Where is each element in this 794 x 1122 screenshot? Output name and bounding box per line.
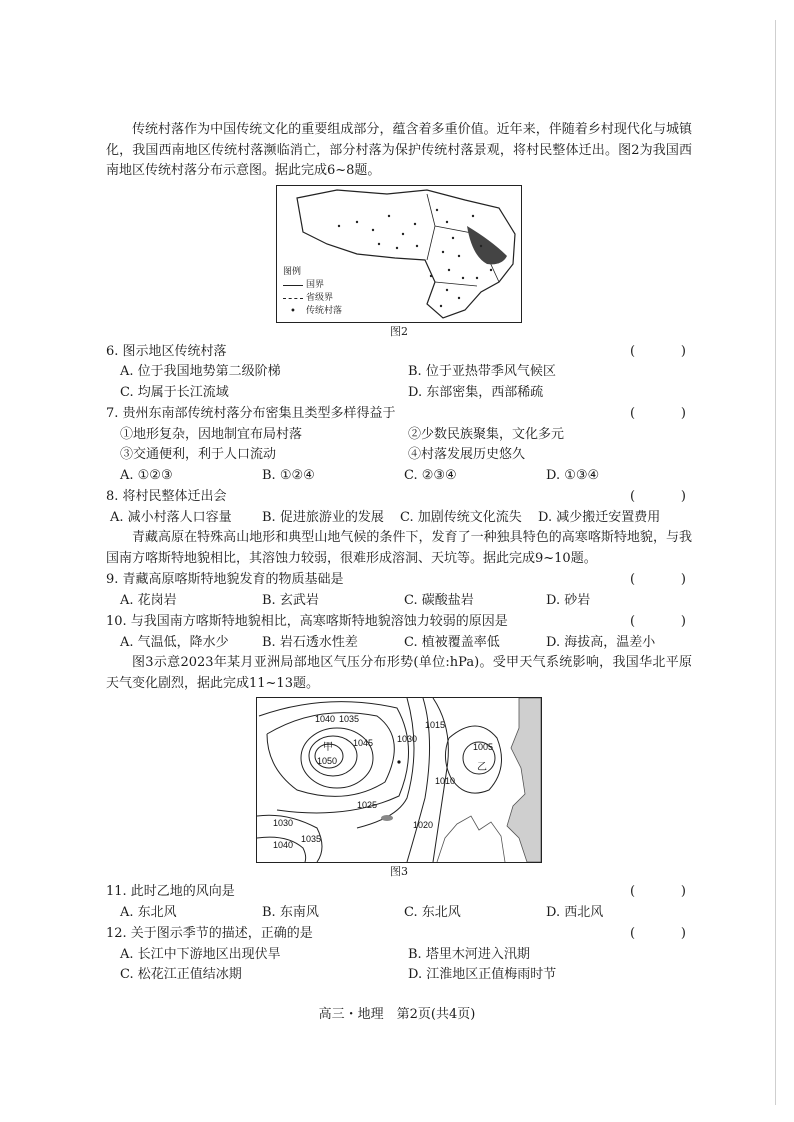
label-1030-south: 1030 — [273, 818, 294, 828]
label-1035-south: 1035 — [301, 834, 322, 844]
option-c: C. 植被覆盖率低 — [404, 634, 500, 650]
option-a: A. 减小村落人口容量 — [110, 509, 232, 525]
question-stem: 9. 青藏高原喀斯特地貌发育的物质基础是 — [106, 572, 344, 587]
answer-parens: ( ) — [630, 572, 686, 587]
legend-item-provincial-border — [283, 292, 342, 305]
question-7-items — [106, 425, 692, 466]
question-6-options — [106, 362, 692, 403]
option-a: A. 东北风 — [120, 904, 177, 920]
option-a: A. 花岗岩 — [120, 592, 177, 608]
exam-page — [106, 120, 692, 986]
dot-icon: • — [290, 305, 296, 317]
question-9-options — [106, 591, 692, 612]
legend-label: 省级界 — [306, 292, 334, 303]
intro-paragraph-2: 青藏高原在特殊高山地形和典型山地气候的条件下，发育了一种独具特色的高寒喀斯特地貌，与我国南方喀斯特地貌相比，其溶蚀力较弱，很难形成溶洞、天坑等。据此完成9~10题。 — [106, 530, 692, 566]
option-a: A. 长江中下游地区出现伏旱 — [120, 946, 281, 962]
label-1020: 1020 — [413, 820, 434, 830]
option-d: D. 江淮地区正值梅雨时节 — [408, 967, 557, 982]
question-stem: 7. 贵州东南部传统村落分布密集且类型多样得益于 — [106, 406, 396, 421]
page-footer: 高三・地理 第2页(共4页) — [318, 1007, 476, 1022]
legend-item-village — [283, 305, 342, 318]
question-stem: 11. 此时乙地的风向是 — [106, 884, 235, 899]
option-a: A. ①②③ — [120, 467, 173, 483]
province-border — [427, 194, 499, 286]
label-jia: 甲 — [323, 742, 333, 753]
option-d: D. 减少搬迁安置费用 — [538, 509, 661, 525]
map-legend — [283, 266, 342, 318]
item-4: ④村落发展历史悠久 — [408, 447, 526, 462]
option-c: C. 加剧传统文化流失 — [400, 509, 522, 525]
item-1: ①地形复杂，因地制宜布局村落 — [120, 426, 303, 442]
legend-title: 图例 — [283, 266, 302, 277]
option-c: C. 均属于长江流域 — [120, 384, 229, 400]
coastline-china — [437, 816, 505, 862]
option-b: B. 玄武岩 — [262, 592, 319, 608]
question-8 — [106, 487, 692, 508]
legend-label: 国界 — [306, 279, 325, 290]
question-12 — [106, 924, 692, 945]
option-c: C. 松花江正值结冰期 — [120, 967, 242, 982]
answer-parens: ( ) — [630, 489, 686, 504]
option-c: C. ②③④ — [404, 467, 457, 483]
option-b: B. 塔里木河进入汛期 — [408, 946, 530, 962]
question-stem: 12. 关于图示季节的描述，正确的是 — [106, 926, 313, 941]
figure-2 — [276, 185, 522, 323]
option-a: A. 位于我国地势第二级阶梯 — [120, 364, 281, 379]
question-7-options — [106, 466, 692, 487]
question-7 — [106, 404, 692, 425]
answer-parens: ( ) — [630, 343, 686, 359]
label-1045: 1045 — [353, 738, 374, 748]
isobar-1035 — [267, 713, 394, 797]
intro-paragraph-1: 传统村落作为中国传统文化的重要组成部分，蕴含着多重价值。近年来，伴随着乡村现代化与城镇化，我国西南地区传统村落濒临消亡，部分村落为保护传统村落景观，将村民整体迁出。图2为我国西南地区传统村落分布示意图。据此完成6~8题。 — [106, 122, 692, 178]
item-3: ③交通便利，利于人口流动 — [120, 447, 277, 462]
option-b: B. 促进旅游业的发展 — [262, 509, 384, 525]
answer-parens: ( ) — [630, 926, 686, 941]
question-12-options — [106, 945, 692, 986]
option-b: B. 岩石透水性差 — [262, 634, 358, 650]
figure-3-caption: 图3 — [390, 865, 408, 878]
option-d: D. 砂岩 — [546, 592, 591, 608]
question-9 — [106, 570, 692, 591]
lake — [381, 815, 393, 821]
option-c: C. 碳酸盐岩 — [404, 592, 474, 608]
figure-3 — [256, 697, 542, 863]
question-stem: 6. 图示地区传统村落 — [106, 343, 227, 359]
label-1050: 1050 — [317, 756, 338, 766]
label-yi: 乙 — [477, 762, 487, 773]
question-stem: 10. 与我国南方喀斯特地貌相比，高寒喀斯特地貌溶蚀力较弱的原因是 — [106, 614, 508, 629]
question-6 — [106, 342, 692, 363]
label-1015: 1015 — [425, 720, 446, 730]
answer-parens: ( ) — [630, 406, 686, 421]
line-icon — [283, 285, 303, 286]
page-edge-line — [775, 20, 776, 1105]
item-2: ②少数民族聚集，文化多元 — [408, 426, 565, 442]
label-1030: 1030 — [397, 734, 418, 744]
option-d: D. 海拔高，温差小 — [546, 634, 656, 650]
option-c: C. 东北风 — [404, 904, 461, 920]
option-d: D. 东部密集，西部稀疏 — [408, 384, 544, 400]
question-8-options — [106, 508, 692, 529]
coastline-east — [507, 698, 541, 862]
question-10-options — [106, 633, 692, 654]
intro-paragraph-3: 图3示意2023年某月亚洲局部地区气压分布形势(单位:hPa)。受甲天气系统影响，我国华北平原天气变化剧烈，据此完成11~13题。 — [106, 655, 692, 691]
question-11 — [106, 882, 692, 903]
village-dots — [338, 208, 492, 306]
line-icon — [283, 298, 303, 299]
question-10 — [106, 612, 692, 633]
question-stem: 8. 将村民整体迁出会 — [106, 489, 227, 504]
label-1040-south: 1040 — [273, 840, 294, 850]
dense-villages-east — [467, 226, 507, 264]
label-1040: 1040 — [315, 714, 336, 724]
label-1035: 1035 — [339, 714, 360, 724]
legend-label: 传统村落 — [306, 305, 343, 316]
figure-2-caption: 图2 — [390, 324, 408, 338]
label-1010: 1010 — [435, 776, 456, 786]
option-b: B. 东南风 — [262, 904, 319, 920]
point-marker — [397, 760, 400, 763]
isobar-map — [257, 698, 541, 862]
option-a: A. 气温低，降水少 — [120, 634, 229, 650]
label-1025: 1025 — [357, 800, 378, 810]
option-d: D. ①③④ — [546, 467, 600, 483]
legend-item-national-border — [283, 279, 342, 292]
answer-parens: ( ) — [630, 614, 686, 629]
answer-parens: ( ) — [630, 884, 686, 899]
option-b: B. ①②④ — [262, 467, 315, 483]
label-1005: 1005 — [473, 742, 494, 752]
question-11-options — [106, 903, 692, 924]
option-d: D. 西北风 — [546, 904, 604, 920]
option-b: B. 位于亚热带季风气候区 — [408, 364, 556, 379]
